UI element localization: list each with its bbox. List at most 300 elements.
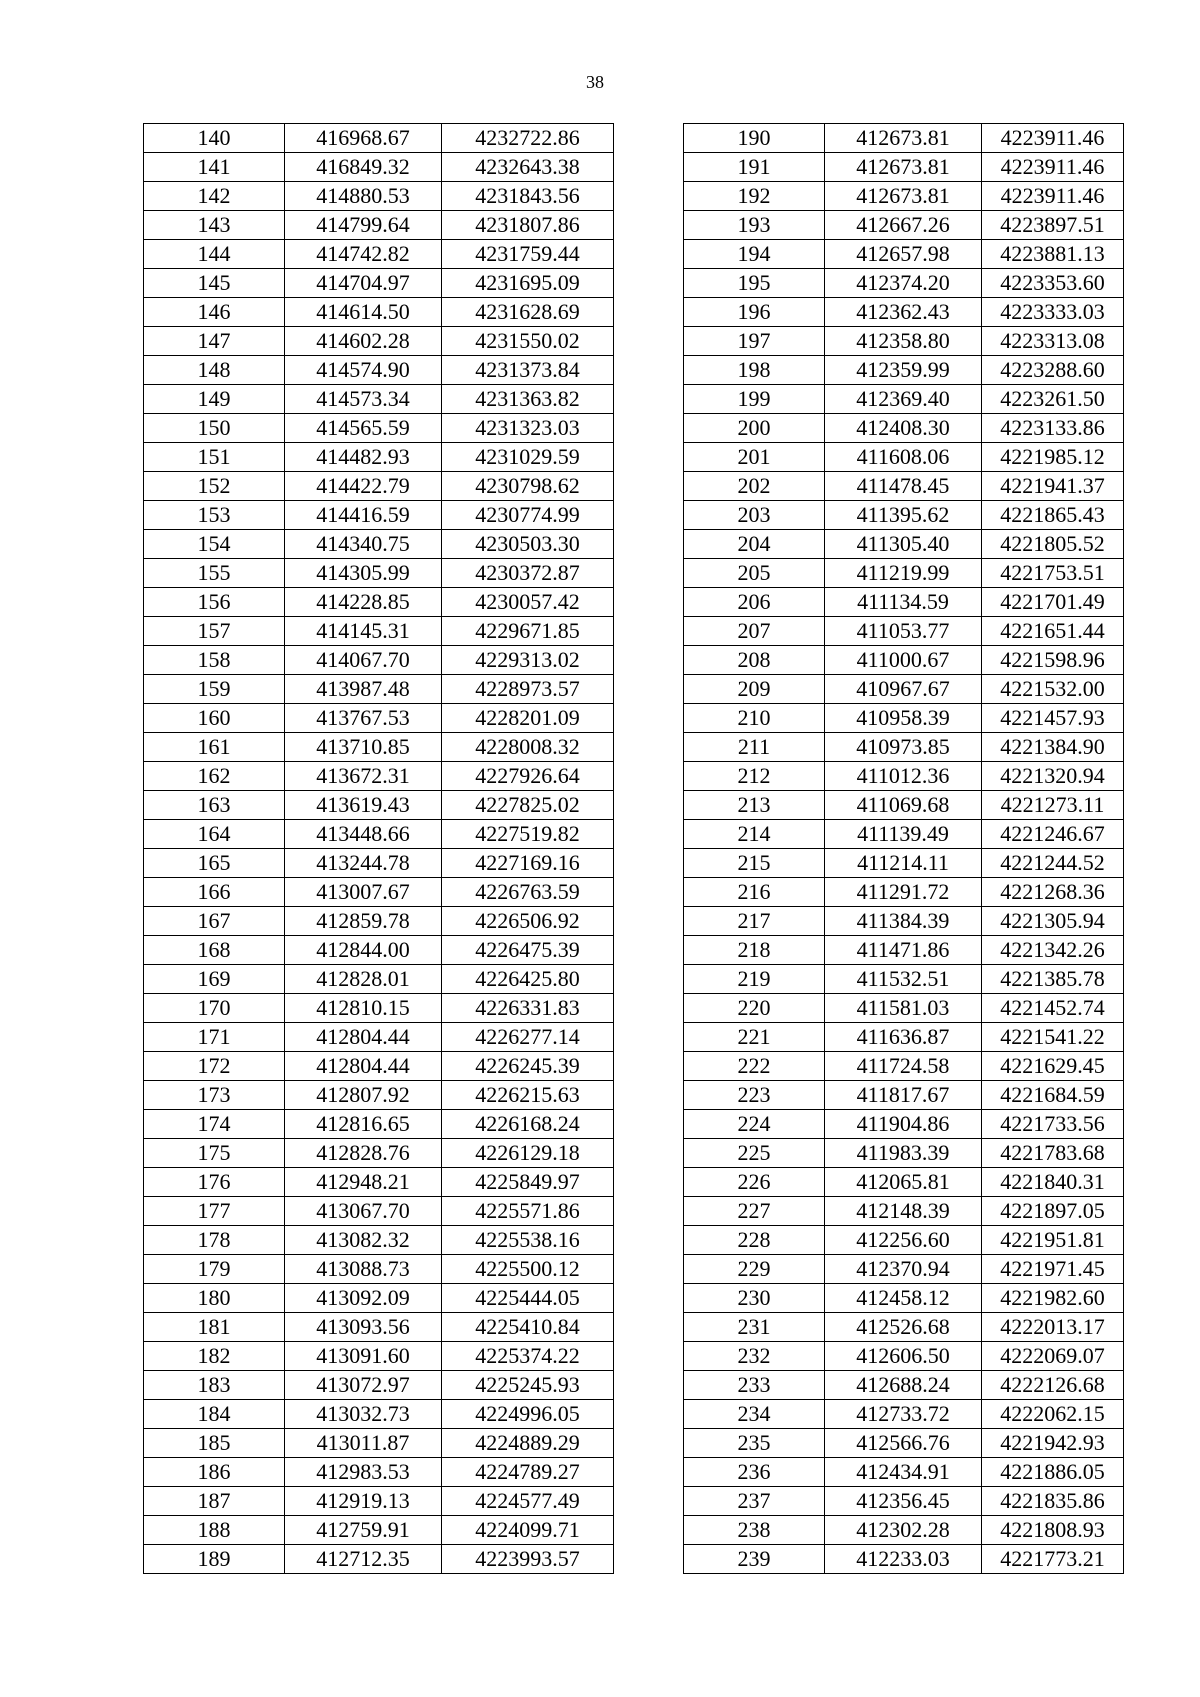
table-row: [144, 1052, 614, 1081]
y-coordinate-cell: 4227169.16: [442, 849, 614, 878]
x-coordinate-cell: 412804.44: [285, 1052, 442, 1081]
y-coordinate-cell: 4221268.36: [982, 878, 1124, 907]
table-row: [144, 1139, 614, 1168]
x-coordinate-cell: 411471.86: [825, 936, 982, 965]
y-coordinate-cell: 4228008.32: [442, 733, 614, 762]
point-number-cell: 158: [144, 646, 285, 675]
x-coordinate-cell: 410958.39: [825, 704, 982, 733]
y-coordinate-cell: 4232722.86: [442, 124, 614, 153]
x-coordinate-cell: 412804.44: [285, 1023, 442, 1052]
x-coordinate-cell: 413067.70: [285, 1197, 442, 1226]
y-coordinate-cell: 4221951.81: [982, 1226, 1124, 1255]
x-coordinate-cell: 412807.92: [285, 1081, 442, 1110]
point-number-cell: 155: [144, 559, 285, 588]
x-coordinate-cell: 411012.36: [825, 762, 982, 791]
table-row: [144, 1545, 614, 1574]
table-row: [684, 472, 1124, 501]
y-coordinate-cell: 4221385.78: [982, 965, 1124, 994]
table-row: [684, 356, 1124, 385]
point-number-cell: 189: [144, 1545, 285, 1574]
y-coordinate-cell: 4221320.94: [982, 762, 1124, 791]
x-coordinate-cell: 412302.28: [825, 1516, 982, 1545]
y-coordinate-cell: 4221305.94: [982, 907, 1124, 936]
y-coordinate-cell: 4222013.17: [982, 1313, 1124, 1342]
point-number-cell: 211: [684, 733, 825, 762]
point-number-cell: 203: [684, 501, 825, 530]
table-row: [144, 327, 614, 356]
table-row: [144, 1429, 614, 1458]
y-coordinate-cell: 4221773.21: [982, 1545, 1124, 1574]
table-row: [684, 1284, 1124, 1313]
point-number-cell: 166: [144, 878, 285, 907]
y-coordinate-cell: 4223353.60: [982, 269, 1124, 298]
point-number-cell: 228: [684, 1226, 825, 1255]
x-coordinate-cell: 411305.40: [825, 530, 982, 559]
point-number-cell: 141: [144, 153, 285, 182]
point-number-cell: 195: [684, 269, 825, 298]
table-row: [144, 1226, 614, 1255]
point-number-cell: 234: [684, 1400, 825, 1429]
point-number-cell: 219: [684, 965, 825, 994]
y-coordinate-cell: 4221342.26: [982, 936, 1124, 965]
x-coordinate-cell: 412065.81: [825, 1168, 982, 1197]
table-row: [144, 298, 614, 327]
point-number-cell: 208: [684, 646, 825, 675]
point-number-cell: 146: [144, 298, 285, 327]
x-coordinate-cell: 412233.03: [825, 1545, 982, 1574]
y-coordinate-cell: 4226475.39: [442, 936, 614, 965]
point-number-cell: 230: [684, 1284, 825, 1313]
x-coordinate-cell: 414565.59: [285, 414, 442, 443]
x-coordinate-cell: 412606.50: [825, 1342, 982, 1371]
point-number-cell: 188: [144, 1516, 285, 1545]
y-coordinate-cell: 4227926.64: [442, 762, 614, 791]
table-row: [144, 820, 614, 849]
point-number-cell: 173: [144, 1081, 285, 1110]
x-coordinate-cell: 413032.73: [285, 1400, 442, 1429]
y-coordinate-cell: 4223911.46: [982, 124, 1124, 153]
table-row: [684, 907, 1124, 936]
x-coordinate-cell: 411983.39: [825, 1139, 982, 1168]
table-row: [144, 240, 614, 269]
page-number: 38: [586, 72, 604, 92]
point-number-cell: 210: [684, 704, 825, 733]
point-number-cell: 196: [684, 298, 825, 327]
y-coordinate-cell: 4223261.50: [982, 385, 1124, 414]
table-row: [144, 617, 614, 646]
table-body: [144, 124, 614, 1574]
table-row: [144, 530, 614, 559]
y-coordinate-cell: 4223333.03: [982, 298, 1124, 327]
table-row: [144, 1400, 614, 1429]
point-number-cell: 177: [144, 1197, 285, 1226]
x-coordinate-cell: 412358.80: [825, 327, 982, 356]
x-coordinate-cell: 412733.72: [825, 1400, 982, 1429]
table-row: [684, 211, 1124, 240]
table-row: [684, 153, 1124, 182]
y-coordinate-cell: 4231373.84: [442, 356, 614, 385]
point-number-cell: 183: [144, 1371, 285, 1400]
point-number-cell: 181: [144, 1313, 285, 1342]
point-number-cell: 145: [144, 269, 285, 298]
y-coordinate-cell: 4223911.46: [982, 182, 1124, 211]
y-coordinate-cell: 4221897.05: [982, 1197, 1124, 1226]
y-coordinate-cell: 4221753.51: [982, 559, 1124, 588]
x-coordinate-cell: 414614.50: [285, 298, 442, 327]
x-coordinate-cell: 412859.78: [285, 907, 442, 936]
y-coordinate-cell: 4226277.14: [442, 1023, 614, 1052]
x-coordinate-cell: 413072.97: [285, 1371, 442, 1400]
x-coordinate-cell: 414228.85: [285, 588, 442, 617]
y-coordinate-cell: 4221246.67: [982, 820, 1124, 849]
x-coordinate-cell: 414799.64: [285, 211, 442, 240]
point-number-cell: 193: [684, 211, 825, 240]
y-coordinate-cell: 4231323.03: [442, 414, 614, 443]
point-number-cell: 192: [684, 182, 825, 211]
y-coordinate-cell: 4231807.86: [442, 211, 614, 240]
x-coordinate-cell: 411817.67: [825, 1081, 982, 1110]
x-coordinate-cell: 412359.99: [825, 356, 982, 385]
table-row: [684, 1168, 1124, 1197]
point-number-cell: 235: [684, 1429, 825, 1458]
x-coordinate-cell: 412356.45: [825, 1487, 982, 1516]
point-number-cell: 168: [144, 936, 285, 965]
table-row: [684, 791, 1124, 820]
y-coordinate-cell: 4221733.56: [982, 1110, 1124, 1139]
table-row: [144, 936, 614, 965]
table-row: [684, 1052, 1124, 1081]
y-coordinate-cell: 4223133.86: [982, 414, 1124, 443]
table-body: [684, 124, 1124, 1574]
y-coordinate-cell: 4231550.02: [442, 327, 614, 356]
y-coordinate-cell: 4223897.51: [982, 211, 1124, 240]
table-row: [144, 385, 614, 414]
table-row: [684, 965, 1124, 994]
point-number-cell: 201: [684, 443, 825, 472]
table-row: [684, 1458, 1124, 1487]
y-coordinate-cell: 4221598.96: [982, 646, 1124, 675]
table-row: [684, 704, 1124, 733]
y-coordinate-cell: 4221457.93: [982, 704, 1124, 733]
point-number-cell: 198: [684, 356, 825, 385]
x-coordinate-cell: 413091.60: [285, 1342, 442, 1371]
x-coordinate-cell: 412816.65: [285, 1110, 442, 1139]
y-coordinate-cell: 4221808.93: [982, 1516, 1124, 1545]
table-row: [144, 733, 614, 762]
x-coordinate-cell: 412673.81: [825, 182, 982, 211]
point-number-cell: 175: [144, 1139, 285, 1168]
y-coordinate-cell: 4227825.02: [442, 791, 614, 820]
x-coordinate-cell: 411478.45: [825, 472, 982, 501]
x-coordinate-cell: 412828.76: [285, 1139, 442, 1168]
point-number-cell: 187: [144, 1487, 285, 1516]
x-coordinate-cell: 411214.11: [825, 849, 982, 878]
x-coordinate-cell: 412408.30: [825, 414, 982, 443]
table-row: [144, 1516, 614, 1545]
table-row: [684, 298, 1124, 327]
point-number-cell: 202: [684, 472, 825, 501]
table-row: [684, 762, 1124, 791]
y-coordinate-cell: 4221651.44: [982, 617, 1124, 646]
table-row: [144, 907, 614, 936]
table-row: [144, 1255, 614, 1284]
x-coordinate-cell: 414305.99: [285, 559, 442, 588]
table-row: [684, 994, 1124, 1023]
y-coordinate-cell: 4231759.44: [442, 240, 614, 269]
table-row: [684, 240, 1124, 269]
table-row: [684, 385, 1124, 414]
point-number-cell: 225: [684, 1139, 825, 1168]
y-coordinate-cell: 4222069.07: [982, 1342, 1124, 1371]
point-number-cell: 200: [684, 414, 825, 443]
table-row: [144, 1458, 614, 1487]
y-coordinate-cell: 4230372.87: [442, 559, 614, 588]
table-row: [144, 356, 614, 385]
y-coordinate-cell: 4229313.02: [442, 646, 614, 675]
x-coordinate-cell: 414574.90: [285, 356, 442, 385]
x-coordinate-cell: 412983.53: [285, 1458, 442, 1487]
x-coordinate-cell: 412434.91: [825, 1458, 982, 1487]
y-coordinate-cell: 4221273.11: [982, 791, 1124, 820]
x-coordinate-cell: 414742.82: [285, 240, 442, 269]
y-coordinate-cell: 4221701.49: [982, 588, 1124, 617]
y-coordinate-cell: 4221244.52: [982, 849, 1124, 878]
y-coordinate-cell: 4228973.57: [442, 675, 614, 704]
table-row: [144, 443, 614, 472]
x-coordinate-cell: 412148.39: [825, 1197, 982, 1226]
point-number-cell: 163: [144, 791, 285, 820]
point-number-cell: 160: [144, 704, 285, 733]
table-row: [144, 211, 614, 240]
point-number-cell: 184: [144, 1400, 285, 1429]
y-coordinate-cell: 4221629.45: [982, 1052, 1124, 1081]
y-coordinate-cell: 4221452.74: [982, 994, 1124, 1023]
table-row: [684, 269, 1124, 298]
point-number-cell: 204: [684, 530, 825, 559]
y-coordinate-cell: 4221982.60: [982, 1284, 1124, 1313]
point-number-cell: 159: [144, 675, 285, 704]
y-coordinate-cell: 4224996.05: [442, 1400, 614, 1429]
x-coordinate-cell: 416849.32: [285, 153, 442, 182]
table-row: [684, 1400, 1124, 1429]
point-number-cell: 239: [684, 1545, 825, 1574]
table-row: [684, 849, 1124, 878]
coordinates-table-left: [143, 123, 614, 1574]
point-number-cell: 199: [684, 385, 825, 414]
x-coordinate-cell: 413619.43: [285, 791, 442, 820]
y-coordinate-cell: 4226331.83: [442, 994, 614, 1023]
point-number-cell: 238: [684, 1516, 825, 1545]
x-coordinate-cell: 414416.59: [285, 501, 442, 530]
y-coordinate-cell: 4225444.05: [442, 1284, 614, 1313]
y-coordinate-cell: 4222126.68: [982, 1371, 1124, 1400]
point-number-cell: 170: [144, 994, 285, 1023]
table-row: [144, 182, 614, 211]
x-coordinate-cell: 413082.32: [285, 1226, 442, 1255]
point-number-cell: 180: [144, 1284, 285, 1313]
table-row: [684, 182, 1124, 211]
y-coordinate-cell: 4223881.13: [982, 240, 1124, 269]
x-coordinate-cell: 411219.99: [825, 559, 982, 588]
table-row: [684, 1023, 1124, 1052]
y-coordinate-cell: 4221941.37: [982, 472, 1124, 501]
point-number-cell: 194: [684, 240, 825, 269]
table-row: [144, 646, 614, 675]
y-coordinate-cell: 4232643.38: [442, 153, 614, 182]
point-number-cell: 151: [144, 443, 285, 472]
table-row: [684, 1516, 1124, 1545]
x-coordinate-cell: 411134.59: [825, 588, 982, 617]
y-coordinate-cell: 4223993.57: [442, 1545, 614, 1574]
y-coordinate-cell: 4221865.43: [982, 501, 1124, 530]
y-coordinate-cell: 4225849.97: [442, 1168, 614, 1197]
x-coordinate-cell: 412673.81: [825, 124, 982, 153]
y-coordinate-cell: 4230503.30: [442, 530, 614, 559]
point-number-cell: 218: [684, 936, 825, 965]
table-row: [144, 965, 614, 994]
table-row: [684, 443, 1124, 472]
x-coordinate-cell: 412370.94: [825, 1255, 982, 1284]
x-coordinate-cell: 411532.51: [825, 965, 982, 994]
x-coordinate-cell: 412919.13: [285, 1487, 442, 1516]
table-row: [684, 1342, 1124, 1371]
table-row: [144, 791, 614, 820]
table-row: [144, 501, 614, 530]
x-coordinate-cell: 412566.76: [825, 1429, 982, 1458]
point-number-cell: 143: [144, 211, 285, 240]
point-number-cell: 167: [144, 907, 285, 936]
point-number-cell: 174: [144, 1110, 285, 1139]
x-coordinate-cell: 413244.78: [285, 849, 442, 878]
x-coordinate-cell: 412810.15: [285, 994, 442, 1023]
point-number-cell: 142: [144, 182, 285, 211]
point-number-cell: 157: [144, 617, 285, 646]
point-number-cell: 229: [684, 1255, 825, 1284]
x-coordinate-cell: 410973.85: [825, 733, 982, 762]
table-row: [684, 1197, 1124, 1226]
y-coordinate-cell: 4221835.86: [982, 1487, 1124, 1516]
table-row: [684, 327, 1124, 356]
table-row: [144, 1081, 614, 1110]
y-coordinate-cell: 4229671.85: [442, 617, 614, 646]
point-number-cell: 161: [144, 733, 285, 762]
x-coordinate-cell: 412256.60: [825, 1226, 982, 1255]
y-coordinate-cell: 4231628.69: [442, 298, 614, 327]
point-number-cell: 179: [144, 1255, 285, 1284]
point-number-cell: 237: [684, 1487, 825, 1516]
point-number-cell: 140: [144, 124, 285, 153]
table-row: [144, 878, 614, 907]
point-number-cell: 205: [684, 559, 825, 588]
y-coordinate-cell: 4226168.24: [442, 1110, 614, 1139]
y-coordinate-cell: 4226215.63: [442, 1081, 614, 1110]
x-coordinate-cell: 411053.77: [825, 617, 982, 646]
x-coordinate-cell: 412688.24: [825, 1371, 982, 1400]
y-coordinate-cell: 4221783.68: [982, 1139, 1124, 1168]
y-coordinate-cell: 4231843.56: [442, 182, 614, 211]
x-coordinate-cell: 413767.53: [285, 704, 442, 733]
point-number-cell: 206: [684, 588, 825, 617]
table-row: [144, 849, 614, 878]
x-coordinate-cell: 410967.67: [825, 675, 982, 704]
point-number-cell: 223: [684, 1081, 825, 1110]
x-coordinate-cell: 414067.70: [285, 646, 442, 675]
x-coordinate-cell: 416968.67: [285, 124, 442, 153]
point-number-cell: 232: [684, 1342, 825, 1371]
point-number-cell: 182: [144, 1342, 285, 1371]
table-row: [144, 1487, 614, 1516]
point-number-cell: 148: [144, 356, 285, 385]
table-row: [684, 1110, 1124, 1139]
coordinates-table-right: [683, 123, 1124, 1574]
x-coordinate-cell: 414704.97: [285, 269, 442, 298]
x-coordinate-cell: 413011.87: [285, 1429, 442, 1458]
x-coordinate-cell: 414422.79: [285, 472, 442, 501]
x-coordinate-cell: 411384.39: [825, 907, 982, 936]
point-number-cell: 156: [144, 588, 285, 617]
y-coordinate-cell: 4223313.08: [982, 327, 1124, 356]
y-coordinate-cell: 4221840.31: [982, 1168, 1124, 1197]
x-coordinate-cell: 413987.48: [285, 675, 442, 704]
table-row: [684, 501, 1124, 530]
table-row: [144, 675, 614, 704]
point-number-cell: 185: [144, 1429, 285, 1458]
table-row: [684, 1545, 1124, 1574]
table-row: [144, 704, 614, 733]
x-coordinate-cell: 412526.68: [825, 1313, 982, 1342]
y-coordinate-cell: 4221684.59: [982, 1081, 1124, 1110]
x-coordinate-cell: 412673.81: [825, 153, 982, 182]
table-row: [684, 1313, 1124, 1342]
table-row: [144, 269, 614, 298]
point-number-cell: 169: [144, 965, 285, 994]
y-coordinate-cell: 4224577.49: [442, 1487, 614, 1516]
x-coordinate-cell: 413007.67: [285, 878, 442, 907]
y-coordinate-cell: 4228201.09: [442, 704, 614, 733]
table-row: [144, 1110, 614, 1139]
x-coordinate-cell: 411608.06: [825, 443, 982, 472]
table-row: [144, 472, 614, 501]
y-coordinate-cell: 4224789.27: [442, 1458, 614, 1487]
y-coordinate-cell: 4225500.12: [442, 1255, 614, 1284]
x-coordinate-cell: 413088.73: [285, 1255, 442, 1284]
x-coordinate-cell: 413448.66: [285, 820, 442, 849]
point-number-cell: 231: [684, 1313, 825, 1342]
table-row: [684, 1081, 1124, 1110]
y-coordinate-cell: 4221805.52: [982, 530, 1124, 559]
y-coordinate-cell: 4230798.62: [442, 472, 614, 501]
point-number-cell: 176: [144, 1168, 285, 1197]
x-coordinate-cell: 411069.68: [825, 791, 982, 820]
point-number-cell: 220: [684, 994, 825, 1023]
x-coordinate-cell: 414340.75: [285, 530, 442, 559]
y-coordinate-cell: 4226506.92: [442, 907, 614, 936]
x-coordinate-cell: 413092.09: [285, 1284, 442, 1313]
y-coordinate-cell: 4221384.90: [982, 733, 1124, 762]
point-number-cell: 207: [684, 617, 825, 646]
x-coordinate-cell: 412828.01: [285, 965, 442, 994]
point-number-cell: 171: [144, 1023, 285, 1052]
point-number-cell: 222: [684, 1052, 825, 1081]
y-coordinate-cell: 4223288.60: [982, 356, 1124, 385]
y-coordinate-cell: 4225571.86: [442, 1197, 614, 1226]
point-number-cell: 214: [684, 820, 825, 849]
point-number-cell: 215: [684, 849, 825, 878]
table-row: [144, 1342, 614, 1371]
x-coordinate-cell: 414482.93: [285, 443, 442, 472]
table-row: [144, 1197, 614, 1226]
y-coordinate-cell: 4223911.46: [982, 153, 1124, 182]
